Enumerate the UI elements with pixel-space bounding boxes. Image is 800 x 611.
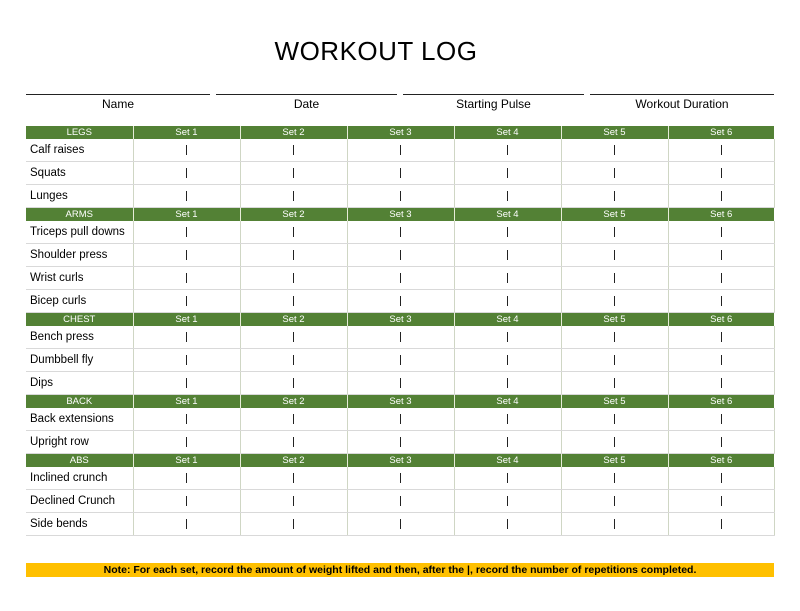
set-entry-cell[interactable] bbox=[561, 326, 668, 349]
workout-duration-field[interactable] bbox=[590, 94, 774, 111]
set-header: Set 5 bbox=[561, 395, 668, 409]
set-entry-cell[interactable] bbox=[347, 162, 454, 185]
set-header: Set 5 bbox=[561, 208, 668, 222]
weight-reps-separator bbox=[400, 332, 401, 342]
weight-reps-separator bbox=[186, 250, 187, 260]
weight-reps-separator bbox=[293, 378, 294, 388]
weight-reps-separator bbox=[400, 168, 401, 178]
set-entry-cell[interactable] bbox=[133, 326, 240, 349]
set-entry-cell[interactable] bbox=[561, 490, 668, 513]
date-label: Date bbox=[293, 97, 320, 111]
weight-reps-separator bbox=[293, 296, 294, 306]
weight-reps-separator bbox=[186, 296, 187, 306]
instruction-note: Note: For each set, record the amount of weight lifted and then, after the |, record the number of repetitions completed. bbox=[26, 563, 774, 577]
set-entry-cell[interactable] bbox=[133, 490, 240, 513]
weight-reps-separator bbox=[293, 332, 294, 342]
section-label: ABS bbox=[26, 454, 133, 468]
set-entry-cell[interactable] bbox=[454, 467, 561, 490]
exercise-row bbox=[26, 139, 774, 162]
exercise-name: Side bends bbox=[26, 513, 133, 536]
weight-reps-separator bbox=[186, 145, 187, 155]
weight-reps-separator bbox=[400, 473, 401, 483]
set-header: Set 5 bbox=[561, 454, 668, 468]
set-entry-cell[interactable] bbox=[133, 139, 240, 162]
set-header: Set 3 bbox=[347, 395, 454, 409]
date-field[interactable] bbox=[216, 94, 397, 111]
exercise-row bbox=[26, 431, 774, 454]
weight-reps-separator bbox=[614, 168, 615, 178]
set-entry-cell[interactable] bbox=[668, 267, 774, 290]
set-entry-cell[interactable] bbox=[240, 267, 347, 290]
set-entry-cell[interactable] bbox=[668, 244, 774, 267]
set-entry-cell[interactable] bbox=[133, 431, 240, 454]
set-header: Set 4 bbox=[454, 313, 561, 327]
set-entry-cell[interactable] bbox=[668, 513, 774, 536]
set-entry-cell[interactable] bbox=[347, 513, 454, 536]
set-entry-cell[interactable] bbox=[347, 431, 454, 454]
weight-reps-separator bbox=[293, 250, 294, 260]
weight-reps-separator bbox=[293, 519, 294, 529]
weight-reps-separator bbox=[293, 273, 294, 283]
weight-reps-separator bbox=[186, 355, 187, 365]
set-entry-cell[interactable] bbox=[454, 139, 561, 162]
set-header: Set 6 bbox=[668, 126, 774, 139]
exercise-name: Inclined crunch bbox=[26, 467, 133, 490]
weight-reps-separator bbox=[186, 227, 187, 237]
weight-reps-separator bbox=[400, 227, 401, 237]
set-header: Set 4 bbox=[454, 208, 561, 222]
exercise-row bbox=[26, 349, 774, 372]
section-label: CHEST bbox=[26, 313, 133, 327]
set-header: Set 6 bbox=[668, 313, 774, 327]
set-entry-cell[interactable] bbox=[561, 513, 668, 536]
weight-reps-separator bbox=[721, 332, 722, 342]
exercise-name: Wrist curls bbox=[26, 267, 133, 290]
set-header: Set 5 bbox=[561, 313, 668, 327]
exercise-row bbox=[26, 408, 774, 431]
set-entry-cell[interactable] bbox=[347, 267, 454, 290]
weight-reps-separator bbox=[721, 191, 722, 201]
weight-reps-separator bbox=[721, 273, 722, 283]
section-label: ARMS bbox=[26, 208, 133, 222]
weight-reps-separator bbox=[400, 496, 401, 506]
weight-reps-separator bbox=[293, 355, 294, 365]
weight-reps-separator bbox=[400, 296, 401, 306]
set-header: Set 2 bbox=[240, 454, 347, 468]
weight-reps-separator bbox=[400, 355, 401, 365]
set-header: Set 3 bbox=[347, 126, 454, 139]
section-label: LEGS bbox=[26, 126, 133, 139]
exercise-name: Declined Crunch bbox=[26, 490, 133, 513]
exercise-name: Shoulder press bbox=[26, 244, 133, 267]
weight-reps-separator bbox=[186, 378, 187, 388]
weight-reps-separator bbox=[507, 473, 508, 483]
exercise-name: Upright row bbox=[26, 431, 133, 454]
exercise-row bbox=[26, 290, 774, 313]
set-header: Set 4 bbox=[454, 454, 561, 468]
weight-reps-separator bbox=[721, 496, 722, 506]
weight-reps-separator bbox=[614, 414, 615, 424]
weight-reps-separator bbox=[614, 191, 615, 201]
exercise-row bbox=[26, 185, 774, 208]
exercise-name: Dips bbox=[26, 372, 133, 395]
set-entry-cell[interactable] bbox=[668, 408, 774, 431]
exercise-name: Bench press bbox=[26, 326, 133, 349]
set-entry-cell[interactable] bbox=[240, 326, 347, 349]
weight-reps-separator bbox=[186, 519, 187, 529]
set-header: Set 3 bbox=[347, 208, 454, 222]
weight-reps-separator bbox=[293, 168, 294, 178]
name-label: Name bbox=[101, 97, 134, 111]
set-entry-cell[interactable] bbox=[668, 467, 774, 490]
weight-reps-separator bbox=[721, 519, 722, 529]
exercise-name: Squats bbox=[26, 162, 133, 185]
weight-reps-separator bbox=[186, 473, 187, 483]
weight-reps-separator bbox=[614, 378, 615, 388]
weight-reps-separator bbox=[721, 378, 722, 388]
weight-reps-separator bbox=[507, 378, 508, 388]
set-entry-cell[interactable] bbox=[240, 372, 347, 395]
weight-reps-separator bbox=[400, 378, 401, 388]
section-header-arms bbox=[26, 208, 774, 222]
set-entry-cell[interactable] bbox=[240, 513, 347, 536]
set-entry-cell[interactable] bbox=[454, 267, 561, 290]
set-entry-cell[interactable] bbox=[561, 372, 668, 395]
set-entry-cell[interactable] bbox=[240, 349, 347, 372]
set-entry-cell[interactable] bbox=[454, 513, 561, 536]
exercise-row bbox=[26, 490, 774, 513]
exercise-name: Bicep curls bbox=[26, 290, 133, 313]
weight-reps-separator bbox=[507, 519, 508, 529]
set-entry-cell[interactable] bbox=[240, 467, 347, 490]
set-entry-cell[interactable] bbox=[240, 408, 347, 431]
set-entry-cell[interactable] bbox=[133, 467, 240, 490]
weight-reps-separator bbox=[721, 145, 722, 155]
set-entry-cell[interactable] bbox=[561, 244, 668, 267]
exercise-name: Calf raises bbox=[26, 139, 133, 162]
weight-reps-separator bbox=[721, 250, 722, 260]
weight-reps-separator bbox=[400, 519, 401, 529]
weight-reps-separator bbox=[721, 168, 722, 178]
set-entry-cell[interactable] bbox=[133, 221, 240, 244]
weight-reps-separator bbox=[186, 437, 187, 447]
set-entry-cell[interactable] bbox=[561, 349, 668, 372]
weight-reps-separator bbox=[614, 227, 615, 237]
section-header-chest bbox=[26, 313, 774, 327]
set-entry-cell[interactable] bbox=[347, 221, 454, 244]
weight-reps-separator bbox=[186, 168, 187, 178]
set-header: Set 4 bbox=[454, 126, 561, 139]
set-entry-cell[interactable] bbox=[561, 267, 668, 290]
exercise-row bbox=[26, 221, 774, 244]
set-entry-cell[interactable] bbox=[454, 372, 561, 395]
set-entry-cell[interactable] bbox=[454, 162, 561, 185]
set-entry-cell[interactable] bbox=[347, 408, 454, 431]
weight-reps-separator bbox=[507, 227, 508, 237]
weight-reps-separator bbox=[400, 414, 401, 424]
set-header: Set 1 bbox=[133, 208, 240, 222]
section-header-legs bbox=[26, 126, 774, 139]
weight-reps-separator bbox=[721, 414, 722, 424]
set-entry-cell[interactable] bbox=[561, 467, 668, 490]
set-header: Set 1 bbox=[133, 395, 240, 409]
exercise-row bbox=[26, 267, 774, 290]
set-entry-cell[interactable] bbox=[668, 162, 774, 185]
set-header: Set 2 bbox=[240, 395, 347, 409]
set-entry-cell[interactable] bbox=[347, 244, 454, 267]
weight-reps-separator bbox=[507, 414, 508, 424]
weight-reps-separator bbox=[507, 496, 508, 506]
set-entry-cell[interactable] bbox=[454, 185, 561, 208]
set-entry-cell[interactable] bbox=[240, 162, 347, 185]
set-entry-cell[interactable] bbox=[240, 490, 347, 513]
set-header: Set 2 bbox=[240, 126, 347, 139]
set-entry-cell[interactable] bbox=[561, 408, 668, 431]
set-entry-cell[interactable] bbox=[668, 431, 774, 454]
set-header: Set 6 bbox=[668, 454, 774, 468]
starting-pulse-label: Starting Pulse bbox=[456, 97, 531, 111]
weight-reps-separator bbox=[400, 250, 401, 260]
workout-duration-label: Workout Duration bbox=[635, 97, 729, 111]
weight-reps-separator bbox=[507, 355, 508, 365]
weight-reps-separator bbox=[293, 145, 294, 155]
set-header: Set 5 bbox=[561, 126, 668, 139]
set-header: Set 2 bbox=[240, 208, 347, 222]
set-entry-cell[interactable] bbox=[454, 326, 561, 349]
weight-reps-separator bbox=[293, 473, 294, 483]
weight-reps-separator bbox=[186, 332, 187, 342]
set-entry-cell[interactable] bbox=[454, 221, 561, 244]
weight-reps-separator bbox=[293, 496, 294, 506]
exercise-name: Lunges bbox=[26, 185, 133, 208]
section-label: BACK bbox=[26, 395, 133, 409]
set-entry-cell[interactable] bbox=[347, 372, 454, 395]
set-header: Set 1 bbox=[133, 126, 240, 139]
weight-reps-separator bbox=[400, 145, 401, 155]
set-entry-cell[interactable] bbox=[240, 185, 347, 208]
set-entry-cell[interactable] bbox=[668, 372, 774, 395]
weight-reps-separator bbox=[507, 250, 508, 260]
weight-reps-separator bbox=[293, 437, 294, 447]
weight-reps-separator bbox=[400, 191, 401, 201]
set-entry-cell[interactable] bbox=[561, 431, 668, 454]
weight-reps-separator bbox=[186, 414, 187, 424]
name-field[interactable] bbox=[26, 94, 210, 111]
workout-table bbox=[26, 126, 775, 536]
weight-reps-separator bbox=[614, 355, 615, 365]
weight-reps-separator bbox=[614, 145, 615, 155]
set-entry-cell[interactable] bbox=[454, 244, 561, 267]
set-entry-cell[interactable] bbox=[454, 349, 561, 372]
weight-reps-separator bbox=[507, 296, 508, 306]
set-header: Set 6 bbox=[668, 208, 774, 222]
set-entry-cell[interactable] bbox=[240, 244, 347, 267]
weight-reps-separator bbox=[293, 414, 294, 424]
set-entry-cell[interactable] bbox=[133, 185, 240, 208]
set-entry-cell[interactable] bbox=[668, 490, 774, 513]
set-entry-cell[interactable] bbox=[133, 408, 240, 431]
weight-reps-separator bbox=[507, 273, 508, 283]
set-header: Set 1 bbox=[133, 454, 240, 468]
set-entry-cell[interactable] bbox=[133, 349, 240, 372]
set-entry-cell[interactable] bbox=[133, 290, 240, 313]
set-entry-cell[interactable] bbox=[240, 139, 347, 162]
weight-reps-separator bbox=[400, 273, 401, 283]
set-entry-cell[interactable] bbox=[561, 290, 668, 313]
set-entry-cell[interactable] bbox=[133, 267, 240, 290]
set-entry-cell[interactable] bbox=[454, 490, 561, 513]
exercise-row bbox=[26, 467, 774, 490]
set-entry-cell[interactable] bbox=[347, 326, 454, 349]
weight-reps-separator bbox=[721, 355, 722, 365]
set-header: Set 1 bbox=[133, 313, 240, 327]
weight-reps-separator bbox=[507, 191, 508, 201]
set-entry-cell[interactable] bbox=[240, 221, 347, 244]
weight-reps-separator bbox=[614, 496, 615, 506]
set-header: Set 4 bbox=[454, 395, 561, 409]
exercise-name: Back extensions bbox=[26, 408, 133, 431]
exercise-row bbox=[26, 372, 774, 395]
weight-reps-separator bbox=[614, 473, 615, 483]
set-entry-cell[interactable] bbox=[347, 185, 454, 208]
weight-reps-separator bbox=[293, 227, 294, 237]
exercise-row bbox=[26, 513, 774, 536]
set-entry-cell[interactable] bbox=[240, 290, 347, 313]
weight-reps-separator bbox=[507, 168, 508, 178]
weight-reps-separator bbox=[614, 273, 615, 283]
set-entry-cell[interactable] bbox=[668, 290, 774, 313]
set-entry-cell[interactable] bbox=[668, 185, 774, 208]
weight-reps-separator bbox=[186, 273, 187, 283]
page-title: WORKOUT LOG bbox=[274, 36, 478, 66]
set-entry-cell[interactable] bbox=[133, 162, 240, 185]
set-entry-cell[interactable] bbox=[240, 431, 347, 454]
weight-reps-separator bbox=[507, 332, 508, 342]
exercise-row bbox=[26, 326, 774, 349]
set-entry-cell[interactable] bbox=[454, 431, 561, 454]
starting-pulse-field[interactable] bbox=[403, 94, 584, 111]
weight-reps-separator bbox=[507, 145, 508, 155]
exercise-name: Dumbbell fly bbox=[26, 349, 133, 372]
set-entry-cell[interactable] bbox=[668, 349, 774, 372]
set-entry-cell[interactable] bbox=[347, 290, 454, 313]
weight-reps-separator bbox=[186, 496, 187, 506]
set-entry-cell[interactable] bbox=[668, 139, 774, 162]
set-entry-cell[interactable] bbox=[347, 467, 454, 490]
set-entry-cell[interactable] bbox=[133, 513, 240, 536]
weight-reps-separator bbox=[721, 296, 722, 306]
set-entry-cell[interactable] bbox=[133, 372, 240, 395]
set-entry-cell[interactable] bbox=[561, 221, 668, 244]
set-header: Set 3 bbox=[347, 313, 454, 327]
section-header-back bbox=[26, 395, 774, 409]
set-entry-cell[interactable] bbox=[454, 290, 561, 313]
exercise-row bbox=[26, 244, 774, 267]
set-entry-cell[interactable] bbox=[133, 244, 240, 267]
weight-reps-separator bbox=[614, 332, 615, 342]
set-entry-cell[interactable] bbox=[454, 408, 561, 431]
set-entry-cell[interactable] bbox=[347, 139, 454, 162]
set-entry-cell[interactable] bbox=[668, 221, 774, 244]
set-entry-cell[interactable] bbox=[561, 162, 668, 185]
weight-reps-separator bbox=[614, 519, 615, 529]
set-entry-cell[interactable] bbox=[561, 185, 668, 208]
weight-reps-separator bbox=[400, 437, 401, 447]
set-entry-cell[interactable] bbox=[561, 139, 668, 162]
set-header: Set 3 bbox=[347, 454, 454, 468]
weight-reps-separator bbox=[721, 227, 722, 237]
set-entry-cell[interactable] bbox=[347, 490, 454, 513]
weight-reps-separator bbox=[614, 437, 615, 447]
weight-reps-separator bbox=[721, 437, 722, 447]
section-header-abs bbox=[26, 454, 774, 468]
set-entry-cell[interactable] bbox=[668, 326, 774, 349]
weight-reps-separator bbox=[614, 250, 615, 260]
weight-reps-separator bbox=[293, 191, 294, 201]
weight-reps-separator bbox=[614, 296, 615, 306]
weight-reps-separator bbox=[721, 473, 722, 483]
set-entry-cell[interactable] bbox=[347, 349, 454, 372]
weight-reps-separator bbox=[507, 437, 508, 447]
exercise-row bbox=[26, 162, 774, 185]
set-header: Set 6 bbox=[668, 395, 774, 409]
set-header: Set 2 bbox=[240, 313, 347, 327]
exercise-name: Triceps pull downs bbox=[26, 221, 133, 244]
weight-reps-separator bbox=[186, 191, 187, 201]
